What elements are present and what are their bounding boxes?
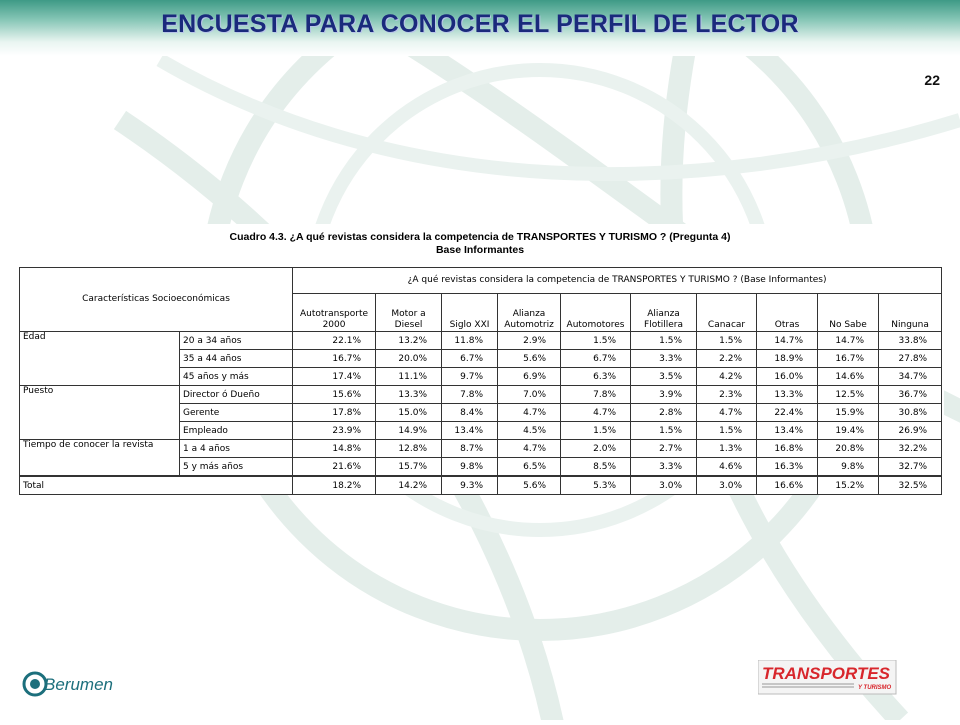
table-cell: 5.6%: [498, 350, 561, 368]
group-label: Tiempo de conocer la revista: [20, 440, 180, 477]
table-cell: 12.5%: [818, 386, 879, 404]
table-cell: 16.7%: [818, 350, 879, 368]
row-label: 20 a 34 años: [180, 332, 293, 350]
row-label: Empleado: [180, 422, 293, 440]
group-header: ¿A qué revistas considera la competencia de TRANSPORTES Y TURISMO ? (Base Informantes): [293, 268, 942, 294]
table-cell: 16.0%: [757, 368, 818, 386]
table-cell: 13.4%: [442, 422, 498, 440]
transportes-logo-subtext: Y TURISMO: [858, 685, 892, 691]
table-cell: 6.5%: [498, 458, 561, 477]
table-cell: 3.3%: [631, 458, 697, 477]
table-cell: 4.6%: [697, 458, 757, 477]
column-header: Alianza Flotillera: [631, 294, 697, 332]
table-cell: 6.3%: [561, 368, 631, 386]
table-cell: 7.8%: [442, 386, 498, 404]
table-cell: 13.4%: [757, 422, 818, 440]
table-cell: 17.4%: [293, 368, 376, 386]
total-row: [20, 476, 942, 495]
table-cell: 2.7%: [631, 440, 697, 458]
table-cell: 4.7%: [561, 404, 631, 422]
column-header: Ninguna: [879, 294, 942, 332]
transportes-logo: [758, 660, 898, 696]
group-label: Edad: [20, 332, 180, 386]
table-cell: 34.7%: [879, 368, 942, 386]
table-cell: 9.7%: [442, 368, 498, 386]
table-cell: 4.2%: [697, 368, 757, 386]
page-title: ENCUESTA PARA CONOCER EL PERFIL DE LECTOR: [161, 10, 799, 38]
column-header: Alianza Automotriz: [498, 294, 561, 332]
table-cell: 1.3%: [697, 440, 757, 458]
table-cell: 16.7%: [293, 350, 376, 368]
table-cell: 14.8%: [293, 440, 376, 458]
table-cell: 13.2%: [376, 332, 442, 350]
table-cell: 2.2%: [697, 350, 757, 368]
table-cell: 13.3%: [376, 386, 442, 404]
table-cell: 21.6%: [293, 458, 376, 477]
table-cell: 3.0%: [631, 476, 697, 495]
table-cell: 33.8%: [879, 332, 942, 350]
table-cell: 2.0%: [561, 440, 631, 458]
table-cell: 18.2%: [293, 476, 376, 495]
table-cell: 7.0%: [498, 386, 561, 404]
table-cell: 3.5%: [631, 368, 697, 386]
table-cell: 1.5%: [631, 332, 697, 350]
table-cell: 14.7%: [818, 332, 879, 350]
table-cell: 18.9%: [757, 350, 818, 368]
caption-line-1: Cuadro 4.3. ¿A qué revistas considera la competencia de TRANSPORTES Y TURISMO ? (Pregunta 4): [229, 231, 731, 243]
table-cell: 15.0%: [376, 404, 442, 422]
table-cell: 32.5%: [879, 476, 942, 495]
table-cell: 4.7%: [498, 440, 561, 458]
table-cell: 1.5%: [631, 422, 697, 440]
table-cell: 12.8%: [376, 440, 442, 458]
row-header: Características Socioeconómicas: [20, 268, 293, 332]
table-cell: 14.6%: [818, 368, 879, 386]
table-cell: 9.8%: [818, 458, 879, 477]
table-cell: 3.9%: [631, 386, 697, 404]
table-cell: 4.7%: [498, 404, 561, 422]
berumen-logo-icon: [0, 646, 127, 720]
table-cell: 11.8%: [442, 332, 498, 350]
berumen-logo: [0, 646, 127, 720]
table-cell: 1.5%: [697, 332, 757, 350]
column-header: Canacar: [697, 294, 757, 332]
total-label: Total: [20, 476, 293, 495]
table-cell: 4.7%: [697, 404, 757, 422]
table-cell: 9.3%: [442, 476, 498, 495]
table-cell: 20.8%: [818, 440, 879, 458]
table-cell: 5.6%: [498, 476, 561, 495]
table-cell: 32.7%: [879, 458, 942, 477]
table-cell: 27.8%: [879, 350, 942, 368]
transportes-logo-icon: [758, 660, 898, 696]
column-header: Siglo XXI: [442, 294, 498, 332]
table-cell: 26.9%: [879, 422, 942, 440]
table-cell: 15.7%: [376, 458, 442, 477]
table-cell: 6.7%: [561, 350, 631, 368]
row-label: Gerente: [180, 404, 293, 422]
table-cell: 16.8%: [757, 440, 818, 458]
table-cell: 16.3%: [757, 458, 818, 477]
table-cell: 32.2%: [879, 440, 942, 458]
row-label: 45 años y más: [180, 368, 293, 386]
column-header: Autotransporte 2000: [293, 294, 376, 332]
table-row: [20, 386, 942, 404]
column-header: Automotores: [561, 294, 631, 332]
table-cell: 6.9%: [498, 368, 561, 386]
table-cell: 14.9%: [376, 422, 442, 440]
table-cell: 9.8%: [442, 458, 498, 477]
table-row: [20, 440, 942, 458]
row-label: Director ó Dueño: [180, 386, 293, 404]
table-cell: 3.3%: [631, 350, 697, 368]
table-cell: 15.9%: [818, 404, 879, 422]
table-cell: 22.4%: [757, 404, 818, 422]
table-cell: 14.2%: [376, 476, 442, 495]
data-table: [19, 267, 942, 495]
table-cell: 13.3%: [757, 386, 818, 404]
table-cell: 14.7%: [757, 332, 818, 350]
table-cell: 2.9%: [498, 332, 561, 350]
row-label: 5 y más años: [180, 458, 293, 477]
table-cell: 8.7%: [442, 440, 498, 458]
row-label: 1 a 4 años: [180, 440, 293, 458]
table-cell: 2.3%: [697, 386, 757, 404]
table-cell: 22.1%: [293, 332, 376, 350]
row-label: 35 a 44 años: [180, 350, 293, 368]
column-header: Motor a Diesel: [376, 294, 442, 332]
table-cell: 6.7%: [442, 350, 498, 368]
page-number: 22: [924, 72, 940, 88]
table-cell: 3.0%: [697, 476, 757, 495]
column-header: Otras: [757, 294, 818, 332]
berumen-logo-text: Berumen: [44, 675, 113, 694]
table-cell: 23.9%: [293, 422, 376, 440]
table-cell: 16.6%: [757, 476, 818, 495]
table-cell: 20.0%: [376, 350, 442, 368]
table-cell: 17.8%: [293, 404, 376, 422]
table-cell: 1.5%: [561, 332, 631, 350]
table-cell: 15.6%: [293, 386, 376, 404]
table-row: [20, 332, 942, 350]
transportes-logo-text: TRANSPORTES: [762, 664, 891, 683]
table-cell: 8.5%: [561, 458, 631, 477]
table-cell: 11.1%: [376, 368, 442, 386]
group-label: Puesto: [20, 386, 180, 440]
table-cell: 19.4%: [818, 422, 879, 440]
table-cell: 7.8%: [561, 386, 631, 404]
table-cell: 15.2%: [818, 476, 879, 495]
table-cell: 4.5%: [498, 422, 561, 440]
table-body: [20, 332, 942, 495]
table-cell: 2.8%: [631, 404, 697, 422]
column-header: No Sabe: [818, 294, 879, 332]
table-cell: 8.4%: [442, 404, 498, 422]
table-cell: 36.7%: [879, 386, 942, 404]
table-cell: 1.5%: [697, 422, 757, 440]
table-cell: 30.8%: [879, 404, 942, 422]
table-cell: 1.5%: [561, 422, 631, 440]
table-cell: 5.3%: [561, 476, 631, 495]
table-caption: [0, 231, 960, 257]
caption-line-2: Base Informantes: [435, 244, 525, 256]
